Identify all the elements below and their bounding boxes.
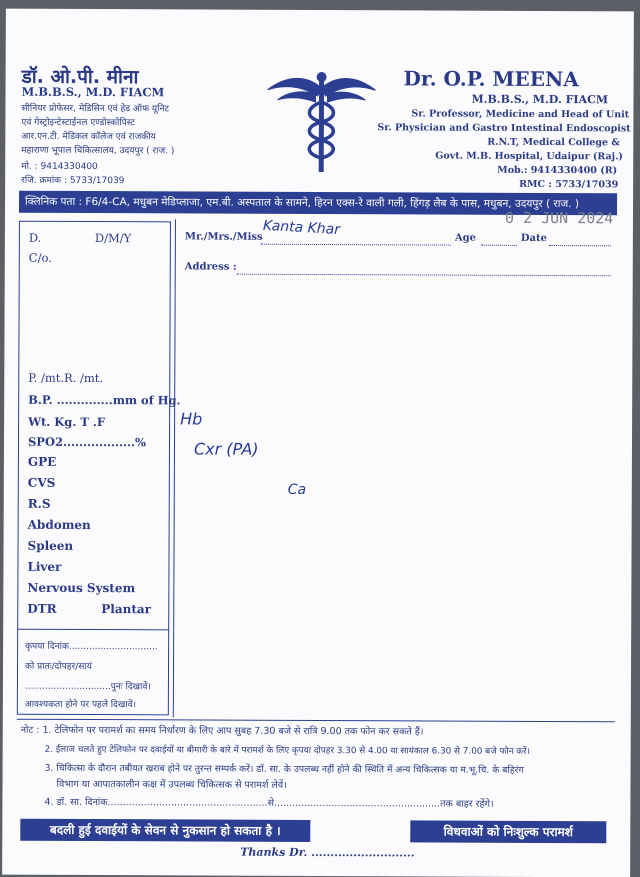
patient-name-label: Mr./Mrs./Miss [184, 231, 263, 243]
clinic-address-banner: क्लिनिक पता : F6/4-CA, मधुबन मेडिप्लाजा, एम.बी. अस्पताल के सामने, हिरन एक्स-रे वाली गली, हिंगड़ लैब के पास, मधुबन, उदयपुर ( राज. ) [19, 191, 617, 216]
degree-right: M.B.B.S., M.D. FIACM [471, 92, 609, 107]
caduceus-icon [265, 68, 377, 176]
exam-spleen: Spleen [27, 538, 74, 553]
exam-liver: Liver [27, 559, 62, 574]
dmy-label: D/M/Y [94, 231, 132, 246]
designation-hindi-4: महाराणा भूपाल चिकित्सालय, उदयपुर ( राज. ) [21, 145, 175, 157]
exam-abdomen: Abdomen [27, 517, 91, 533]
designation-hindi-2: एवं गेस्ट्रोइन्टेस्टाईनल एण्डोस्कोपिस्ट [21, 117, 135, 129]
address-label: Address : [184, 261, 237, 273]
designation-english-1: Sr. Professor, Medicine and Head of Unit [411, 108, 630, 121]
designation-hindi-3: आर.एन.टी. मेडिकल कॉलेज एवं राजकीय [21, 131, 156, 143]
mobile-english: Mob.: 9414330400 (R) [497, 164, 618, 177]
date-line [549, 245, 611, 246]
exam-cvs: CVS [27, 475, 56, 490]
bp-label: B.P. ..............mm of Hg. [28, 392, 181, 408]
followup-line-3: ..............................पुनः दिखावें। [24, 681, 151, 693]
designation-hindi-1: सीनियर प्रोफेसर, मेडिसिन एवं हेड ऑफ यूनिट [21, 103, 170, 115]
note-3b: विभाग या आपातकालीन कक्ष में उपलब्ध चिकित्सक से परामर्श लेवें। [56, 778, 287, 791]
designation-english-2: Sr. Physician and Gastro Intestinal Endoscopist [377, 122, 631, 135]
name-line [261, 244, 451, 246]
warning-banner: बदली हुई दवाईयों के सेवन से नुकसान हो सकता है । [20, 819, 310, 842]
designation-english-3: R.N.T, Medical College & [487, 136, 620, 149]
age-label: Age [454, 232, 477, 244]
note-1: नोट : 1. टेलिफोन पर परामर्श का समय निर्धारण के लिए आप सुबह 7.30 बजे से रात्रि 9.00 तक फोन कर सकते हैं। [20, 724, 424, 738]
date-stamp: 0 2 JUN 2024 [504, 208, 614, 228]
address-line [237, 274, 611, 277]
notes-divider [17, 719, 615, 723]
followup-line-4: आवश्यकता होने पर पहले दिखावें। [24, 699, 137, 711]
handwritten-mark: Ca [287, 481, 307, 498]
pulse-resp-label: P. /mt.R. /mt. [28, 370, 104, 386]
date-label: Date [520, 232, 548, 244]
exam-rs: R.S [27, 496, 51, 511]
degree-left: M.B.B.S., M.D. FIACM [21, 84, 165, 100]
free-consultation-banner: विधवाओं को निःशुल्क परामर्श [410, 820, 606, 843]
prescription-sheet [2, 9, 634, 877]
doctor-name-hindi: डॉ. ओ.पी. मीना [21, 65, 139, 89]
handwritten-patient-name: Kanta Khar [262, 217, 341, 239]
exam-gpe: GPE [27, 454, 57, 469]
exam-plantar: Plantar [101, 602, 152, 617]
care-of-label: C/o. [28, 250, 52, 265]
note-4: 4. डॉ. सा. दिनांक.....................................................से.......................................................तक बाहर रहेंगे। [44, 796, 494, 810]
mobile-hindi: मो. : 9414330400 [21, 161, 98, 173]
weight-temp-label: Wt. Kg. T .F [28, 414, 106, 430]
thanks-line: Thanks Dr. ........................... [240, 845, 415, 860]
handwritten-hb: Hb [180, 409, 203, 429]
reg-number-hindi: रजि. क्रमांक : 5733/17039 [21, 175, 125, 187]
handwritten-cxr: Cxr (PA) [193, 439, 259, 459]
doctor-name-english: Dr. O.P. MEENA [403, 66, 579, 92]
spo2-label: SPO2..................% [27, 434, 147, 450]
day-label: D. [28, 230, 42, 245]
designation-english-4: Govt. M.B. Hospital, Udaipur (Raj.) [435, 150, 623, 163]
exam-dtr: DTR [27, 601, 57, 616]
followup-line-2: को प्रातः/दोपहर/सायं [24, 661, 92, 673]
note-2: 2. ईलाज चलते हुए टेलिफोन पर दवाईयों या बीमारी के बारे में परामर्श के लिए कृपया दोपहर 3.30 से 4.00 या सायंकाल 6.30 से 7.00 बजे फोन करें। [44, 744, 530, 757]
exam-nervous-system: Nervous System [27, 580, 136, 596]
note-3a: 3. चिकित्सा के दौरान तबीयत खराब होने पर तुरन्त सम्पर्क करें। डॉ. सा. के उपलब्ध नहीं होने की स्थिति में अन्य चिकित्सक या म.भू.चि. के बहिरंग [44, 762, 524, 776]
followup-line-1: कृपया दिनांक............................... [25, 641, 158, 653]
rmc-number: RMC : 5733/17039 [519, 178, 619, 191]
panel-divider [173, 219, 176, 717]
age-line [481, 245, 517, 246]
